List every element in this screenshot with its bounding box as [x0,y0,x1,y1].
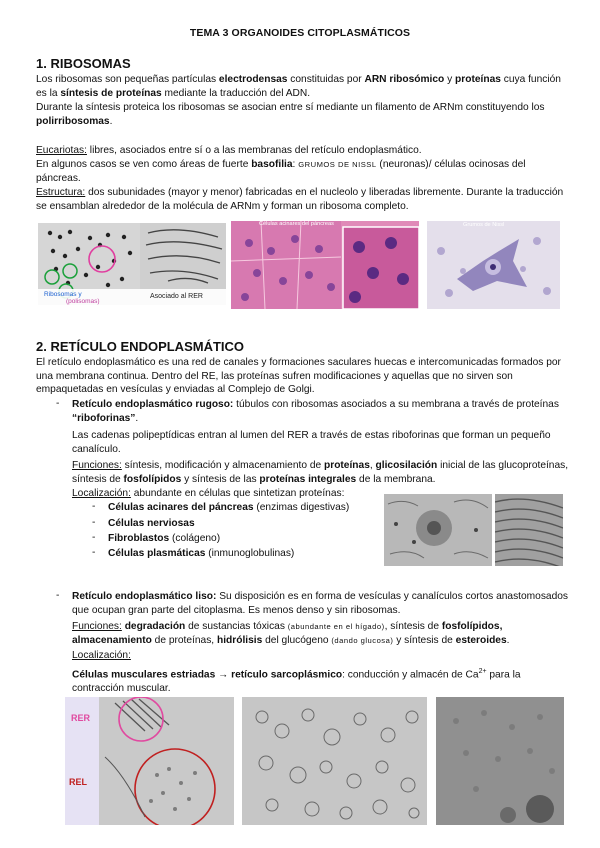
section-heading-ribosomas: 1. RIBOSOMAS [36,56,131,71]
section-heading-reticulo: 2. RETÍCULO ENDOPLASMÁTICO [36,339,245,354]
caption-pancreas: Células acinares del páncreas [259,221,334,227]
rel-localizacion: Localización: [72,650,131,661]
label-rer: RER [71,713,91,723]
estructura-text: Estructura: dos subunidades (mayor y menor) fabricadas en el nucleolo y liberadas libremente. Durante la traducción se ensamblan alrededor de la molécula de ARNm y forman un ribosoma completo. [36,187,564,212]
list-bullet: - [92,501,96,512]
pancreas-histology [231,221,419,309]
rel-micrograph-right [436,697,564,825]
rer-cell-item: Células nerviosas [108,518,195,529]
list-bullet: - [92,532,96,543]
rel-musculo: Células musculares estriadas → retículo sarcoplásmico: conducción y almacén de $Ca^{2+}$ para la contracción muscular. [72,668,521,694]
basofilia-text: En algunos casos se ven como áreas de fuerte basofilia: GRUMOS DE NISSL (neuronas)/ células ocinosas del páncreas. [36,159,526,184]
rer-title: Retículo endoplasmático rugoso: túbulos con ribosomas asociados a su membrana a través de proteínas “riboforinas”. [72,399,559,424]
rel-micrograph-middle [242,697,427,825]
ribosomas-intro: Los ribosomas son pequeñas partículas electrodensas constituidas por ARN ribosómico y proteínas cuya función es la síntesis de proteínas mediante la traducción del ADN. [36,74,561,99]
rel-funciones: Funciones: degradación de sustancias tóxicas (abundante en el hígado), síntesis de fosfolípidos, almacenamiento de proteínas, hidrólisis del glucógeno (dando glucosa) y síntesis de esteroides. [72,621,510,646]
rel-title: Retículo endoplasmático liso: Su disposición es en forma de vesículas y canalículos cortos anastomosados que ocupan gran parte del citoplasma. Es menos denso y sin ribosomas. [72,591,569,616]
rer-funciones: Funciones: síntesis, modificación y almacenamiento de proteínas, glicosilación inicial de las glucoproteínas, síntesis de fosfolípidos y síntesis de las proteínas integrales de la membrana. [72,460,569,485]
rer-cell-item: Fibroblastos (colágeno) [108,533,221,544]
eucariotas-text: Eucariotas: libres, asociados entre sí o a las membranas del retículo endoplasmático. [36,145,422,156]
label-rel: REL [69,777,87,787]
caption-ribosomas: Ribosomas y [44,291,82,298]
list-dash: - [56,590,60,601]
list-bullet: - [92,517,96,528]
rer-rel-micrograph [65,697,234,825]
nissl-histology [427,221,560,309]
polirribosomas-text: Durante la síntesis proteica los ribosomas se asocian entre sí mediante un filamento de ARNm constituyendo los polirribosomas. [36,102,545,127]
list-bullet: - [92,547,96,558]
caption-polisomas: (polisomas) [66,298,100,305]
list-dash: - [56,398,60,409]
rer-micrograph-left [384,494,492,566]
rer-micrograph-right [495,494,563,566]
rer-cell-item: Células plasmáticas (inmunoglobulinas) [108,548,295,559]
rer-canaliculo-text: Las cadenas polipeptídicas entran al lumen del RER a través de estas riboforinas que forman un pequeño canalículo. [72,430,551,455]
reticulo-intro: El retículo endoplasmático es una red de canales y formaciones saculares huecas e intercomunicadas formados por una membrana continua. Dentro del RE, las proteínas sufren modificaciones y aquellas que no sirven son empaquetadas en vesículas y enviadas al Complejo de Golgi. [36,357,561,396]
rer-localizacion: Localización: abundante en células que sintetizan proteínas: [72,488,345,499]
page-title: TEMA 3 ORGANOIDES CITOPLASMÁTICOS [189,27,411,39]
ribosome-micrograph [38,223,226,305]
caption-rer: Asociado al RER [150,293,203,300]
rer-cell-item: Células acinares del páncreas (enzimas digestivas) [108,502,350,513]
caption-nissl: Grumos de Nissl [463,222,505,228]
